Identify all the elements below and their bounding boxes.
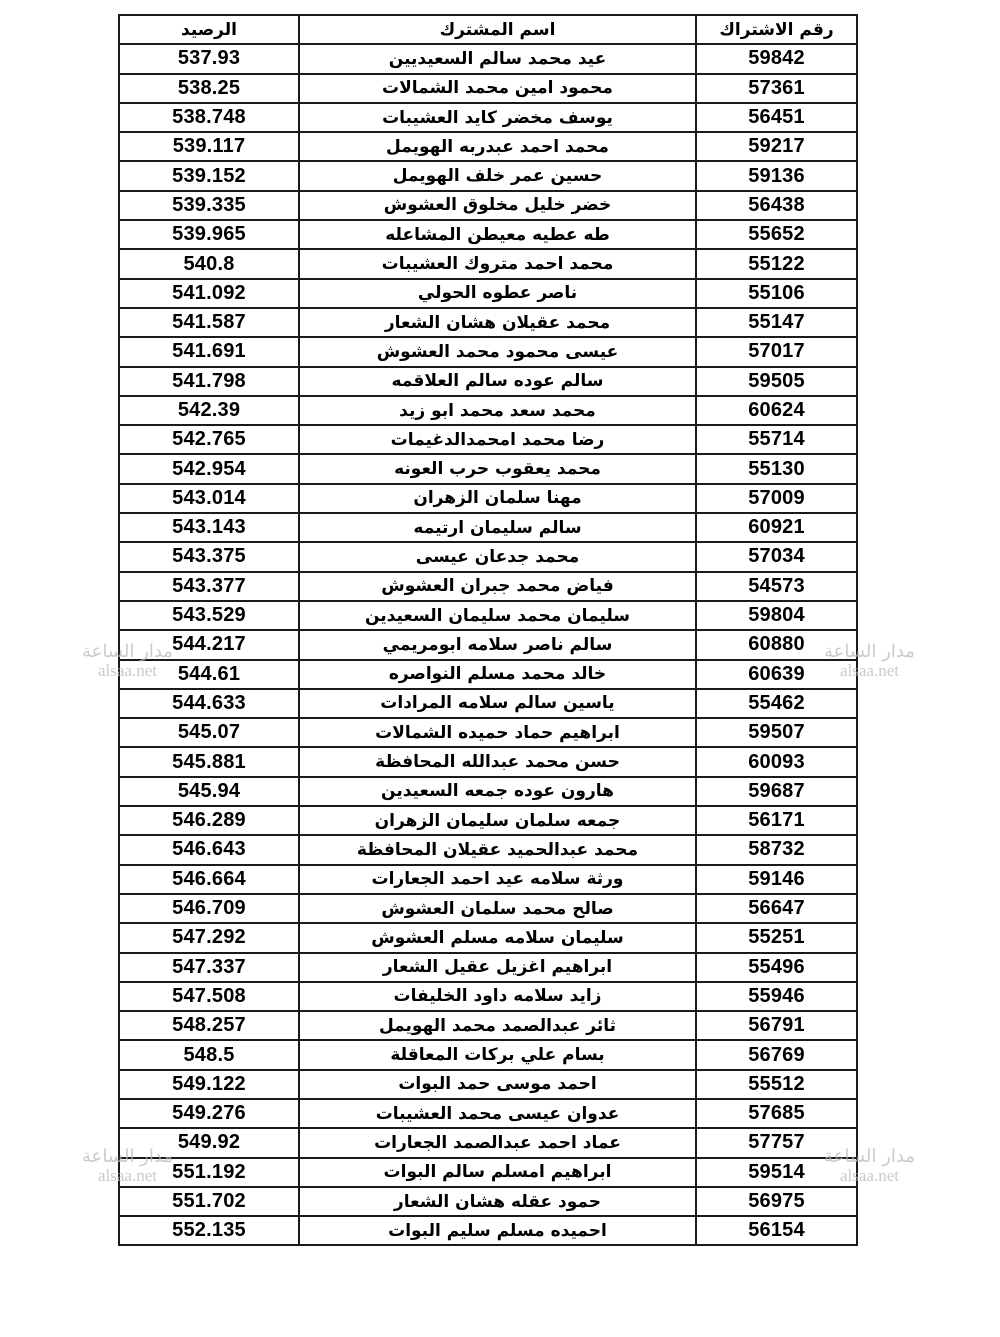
table-row bbox=[119, 337, 857, 366]
subscriber-name-cell: سالم عوده سالم العلاقمه bbox=[299, 367, 696, 396]
table-row bbox=[119, 542, 857, 571]
subscriber-name-cell: ياسين سالم سلامه المرادات bbox=[299, 689, 696, 718]
watermark-latin-text: alsaa.net bbox=[97, 1165, 157, 1185]
subscription-number-cell: 59514 bbox=[696, 1158, 857, 1187]
subscription-number-cell: 59217 bbox=[696, 132, 857, 161]
subscription-number-cell: 57757 bbox=[696, 1128, 857, 1157]
balance-cell: 539.335 bbox=[119, 191, 299, 220]
table-row bbox=[119, 572, 857, 601]
balance-cell: 552.135 bbox=[119, 1216, 299, 1245]
subscription-number-cell: 55512 bbox=[696, 1070, 857, 1099]
balance-cell: 542.765 bbox=[119, 425, 299, 454]
subscriber-name-cell: محمد احمد عبدربه الهويمل bbox=[299, 132, 696, 161]
balance-cell: 541.798 bbox=[119, 367, 299, 396]
table-row bbox=[119, 1040, 857, 1069]
balance-table bbox=[118, 14, 858, 1246]
table-row bbox=[119, 777, 857, 806]
subscriber-name-cell: ابراهيم حماد حميده الشمالات bbox=[299, 718, 696, 747]
subscriber-name-cell: سالم سليمان ارتيمه bbox=[299, 513, 696, 542]
balance-cell: 545.94 bbox=[119, 777, 299, 806]
subscription-number-cell: 59804 bbox=[696, 601, 857, 630]
table-row bbox=[119, 835, 857, 864]
subscriber-name-cell: عيسى محمود محمد العشوش bbox=[299, 337, 696, 366]
subscriber-name-cell: صالح محمد سلمان العشوش bbox=[299, 894, 696, 923]
table-row bbox=[119, 1128, 857, 1157]
subscriber-name-cell: خضر خليل مخلوق العشوش bbox=[299, 191, 696, 220]
table-row bbox=[119, 513, 857, 542]
subscription-number-cell: 56647 bbox=[696, 894, 857, 923]
subscription-number-cell: 55251 bbox=[696, 923, 857, 952]
subscriber-name-cell: جمعه سلمان سليمان الزهران bbox=[299, 806, 696, 835]
table-row bbox=[119, 953, 857, 982]
table-row bbox=[119, 689, 857, 718]
subscription-number-cell: 56154 bbox=[696, 1216, 857, 1245]
balance-cell: 551.702 bbox=[119, 1187, 299, 1216]
subscription-number-cell: 55714 bbox=[696, 425, 857, 454]
subscription-number-cell: 55130 bbox=[696, 454, 857, 483]
subscription-number-cell: 56451 bbox=[696, 103, 857, 132]
subscription-number-column-header: رقم الاشتراك bbox=[696, 15, 857, 44]
balance-cell: 548.5 bbox=[119, 1040, 299, 1069]
subscription-number-cell: 55946 bbox=[696, 982, 857, 1011]
watermark-latin-text: alsaa.net bbox=[839, 1165, 899, 1185]
subscriber-name-cell: محمد عبدالحميد عقيلان المحافظة bbox=[299, 835, 696, 864]
subscriber-name-cell: ثائر عبدالصمد محمد الهويمل bbox=[299, 1011, 696, 1040]
watermark-arabic-text: مدار الساعة bbox=[824, 641, 915, 662]
subscription-number-cell: 55462 bbox=[696, 689, 857, 718]
subscription-number-cell: 56791 bbox=[696, 1011, 857, 1040]
watermark-latin-text: alsaa.net bbox=[839, 660, 899, 680]
balance-cell: 543.375 bbox=[119, 542, 299, 571]
balance-cell: 541.092 bbox=[119, 279, 299, 308]
table-row bbox=[119, 74, 857, 103]
table-row bbox=[119, 484, 857, 513]
table-row bbox=[119, 1216, 857, 1245]
table-row bbox=[119, 982, 857, 1011]
subscriber-name-cell: محمد احمد متروك العشيبات bbox=[299, 249, 696, 278]
subscriber-name-cell: زايد سلامه داود الخليفات bbox=[299, 982, 696, 1011]
subscription-number-cell: 56171 bbox=[696, 806, 857, 835]
balance-cell: 539.965 bbox=[119, 220, 299, 249]
subscription-number-cell: 57361 bbox=[696, 74, 857, 103]
table-row bbox=[119, 865, 857, 894]
watermark-arabic-text: مدار الساعة bbox=[82, 641, 173, 662]
table-row bbox=[119, 396, 857, 425]
table-row bbox=[119, 894, 857, 923]
balance-cell: 547.508 bbox=[119, 982, 299, 1011]
table-body bbox=[119, 44, 857, 1245]
subscriber-name-cell: ورثة سلامه عيد احمد الجعارات bbox=[299, 865, 696, 894]
balance-cell: 545.07 bbox=[119, 718, 299, 747]
table-row bbox=[119, 279, 857, 308]
balance-cell: 547.292 bbox=[119, 923, 299, 952]
balance-cell: 548.257 bbox=[119, 1011, 299, 1040]
subscription-number-cell: 59136 bbox=[696, 161, 857, 190]
balance-cell: 544.61 bbox=[119, 660, 299, 689]
table-row bbox=[119, 454, 857, 483]
table-row bbox=[119, 923, 857, 952]
subscription-number-cell: 57034 bbox=[696, 542, 857, 571]
table-row bbox=[119, 1158, 857, 1187]
subscription-number-cell: 55122 bbox=[696, 249, 857, 278]
table-row bbox=[119, 1011, 857, 1040]
subscription-number-cell: 57009 bbox=[696, 484, 857, 513]
subscriber-name-cell: بسام علي بركات المعاقلة bbox=[299, 1040, 696, 1069]
watermark-latin-text: alsaa.net bbox=[97, 660, 157, 680]
subscription-number-cell: 55147 bbox=[696, 308, 857, 337]
subscription-number-cell: 57685 bbox=[696, 1099, 857, 1128]
balance-cell: 549.122 bbox=[119, 1070, 299, 1099]
table-row bbox=[119, 660, 857, 689]
table-row bbox=[119, 132, 857, 161]
balance-cell: 539.117 bbox=[119, 132, 299, 161]
subscriber-name-cell: ابراهيم اغزيل عقيل الشعار bbox=[299, 953, 696, 982]
subscription-number-cell: 59507 bbox=[696, 718, 857, 747]
balance-cell: 547.337 bbox=[119, 953, 299, 982]
table-row bbox=[119, 220, 857, 249]
table-row bbox=[119, 630, 857, 659]
subscription-number-cell: 60624 bbox=[696, 396, 857, 425]
balance-cell: 546.643 bbox=[119, 835, 299, 864]
balance-column-header: الرصيد bbox=[119, 15, 299, 44]
ledger-sheet bbox=[118, 14, 856, 1246]
subscriber-name-cell: حمود عقله هشان الشعار bbox=[299, 1187, 696, 1216]
balance-cell: 546.664 bbox=[119, 865, 299, 894]
subscriber-name-cell: سالم ناصر سلامه ابومريمي bbox=[299, 630, 696, 659]
subscriber-name-cell: احمد موسى حمد البوات bbox=[299, 1070, 696, 1099]
subscriber-name-cell: محمد عقيلان هشان الشعار bbox=[299, 308, 696, 337]
subscription-number-cell: 59842 bbox=[696, 44, 857, 73]
table-row bbox=[119, 103, 857, 132]
balance-cell: 543.377 bbox=[119, 572, 299, 601]
subscription-number-cell: 56438 bbox=[696, 191, 857, 220]
subscriber-name-cell: طه عطيه معيطن المشاعله bbox=[299, 220, 696, 249]
subscriber-name-cell: حسن محمد عبدالله المحافظة bbox=[299, 747, 696, 776]
balance-cell: 543.143 bbox=[119, 513, 299, 542]
table-row bbox=[119, 601, 857, 630]
subscriber-name-cell: سليمان سلامه مسلم العشوش bbox=[299, 923, 696, 952]
subscription-number-cell: 59146 bbox=[696, 865, 857, 894]
subscription-number-cell: 57017 bbox=[696, 337, 857, 366]
table-row bbox=[119, 747, 857, 776]
balance-cell: 549.92 bbox=[119, 1128, 299, 1157]
table-row bbox=[119, 718, 857, 747]
subscriber-name-cell: عماد احمد عبدالصمد الجعارات bbox=[299, 1128, 696, 1157]
subscriber-name-cell: فياض محمد جبران العشوش bbox=[299, 572, 696, 601]
balance-cell: 551.192 bbox=[119, 1158, 299, 1187]
table-row bbox=[119, 161, 857, 190]
table-header-row bbox=[119, 15, 857, 44]
balance-cell: 542.39 bbox=[119, 396, 299, 425]
balance-cell: 537.93 bbox=[119, 44, 299, 73]
subscriber-name-cell: محمود امين محمد الشمالات bbox=[299, 74, 696, 103]
table-row bbox=[119, 249, 857, 278]
balance-cell: 542.954 bbox=[119, 454, 299, 483]
balance-cell: 540.8 bbox=[119, 249, 299, 278]
subscription-number-cell: 60093 bbox=[696, 747, 857, 776]
balance-cell: 544.217 bbox=[119, 630, 299, 659]
table-row bbox=[119, 44, 857, 73]
table-row bbox=[119, 191, 857, 220]
subscriber-name-cell: احميده مسلم سليم البوات bbox=[299, 1216, 696, 1245]
subscriber-name-cell: حسين عمر خلف الهويمل bbox=[299, 161, 696, 190]
subscription-number-cell: 56975 bbox=[696, 1187, 857, 1216]
subscriber-name-cell: خالد محمد مسلم النواصره bbox=[299, 660, 696, 689]
subscriber-name-cell: محمد جدعان عيسى bbox=[299, 542, 696, 571]
subscriber-name-cell: ابراهيم امسلم سالم البوات bbox=[299, 1158, 696, 1187]
subscriber-name-cell: سليمان محمد سليمان السعيدين bbox=[299, 601, 696, 630]
subscription-number-cell: 56769 bbox=[696, 1040, 857, 1069]
subscription-number-cell: 55106 bbox=[696, 279, 857, 308]
balance-cell: 546.709 bbox=[119, 894, 299, 923]
subscription-number-cell: 59505 bbox=[696, 367, 857, 396]
subscription-number-cell: 60639 bbox=[696, 660, 857, 689]
table-row bbox=[119, 806, 857, 835]
subscriber-name-cell: يوسف مخضر كايد العشيبات bbox=[299, 103, 696, 132]
table-row bbox=[119, 367, 857, 396]
balance-cell: 539.152 bbox=[119, 161, 299, 190]
subscription-number-cell: 60921 bbox=[696, 513, 857, 542]
subscription-number-cell: 55496 bbox=[696, 953, 857, 982]
watermark-arabic-text: مدار الساعة bbox=[824, 1146, 915, 1167]
table-row bbox=[119, 1187, 857, 1216]
subscriber-name-cell: عدوان عيسى محمد العشيبات bbox=[299, 1099, 696, 1128]
subscription-number-cell: 58732 bbox=[696, 835, 857, 864]
balance-cell: 543.014 bbox=[119, 484, 299, 513]
balance-cell: 538.25 bbox=[119, 74, 299, 103]
balance-cell: 545.881 bbox=[119, 747, 299, 776]
subscriber-name-cell: مهنا سلمان الزهران bbox=[299, 484, 696, 513]
subscription-number-cell: 54573 bbox=[696, 572, 857, 601]
subscription-number-cell: 60880 bbox=[696, 630, 857, 659]
balance-cell: 543.529 bbox=[119, 601, 299, 630]
subscriber-name-cell: رضا محمد امحمدالدغيمات bbox=[299, 425, 696, 454]
subscriber-name-cell: محمد سعد محمد ابو زيد bbox=[299, 396, 696, 425]
subscription-number-cell: 59687 bbox=[696, 777, 857, 806]
subscription-number-cell: 55652 bbox=[696, 220, 857, 249]
subscriber-name-column-header: اسم المشترك bbox=[299, 15, 696, 44]
subscriber-name-cell: محمد يعقوب حرب العونه bbox=[299, 454, 696, 483]
balance-cell: 538.748 bbox=[119, 103, 299, 132]
table-row bbox=[119, 1099, 857, 1128]
table-row bbox=[119, 425, 857, 454]
balance-cell: 549.276 bbox=[119, 1099, 299, 1128]
subscriber-name-cell: ناصر عطوه الحولي bbox=[299, 279, 696, 308]
balance-cell: 541.691 bbox=[119, 337, 299, 366]
subscriber-name-cell: هارون عوده جمعه السعيدين bbox=[299, 777, 696, 806]
balance-cell: 541.587 bbox=[119, 308, 299, 337]
subscriber-name-cell: عيد محمد سالم السعيديين bbox=[299, 44, 696, 73]
balance-cell: 546.289 bbox=[119, 806, 299, 835]
table-row bbox=[119, 1070, 857, 1099]
table-row bbox=[119, 308, 857, 337]
watermark-arabic-text: مدار الساعة bbox=[82, 1146, 173, 1167]
balance-cell: 544.633 bbox=[119, 689, 299, 718]
